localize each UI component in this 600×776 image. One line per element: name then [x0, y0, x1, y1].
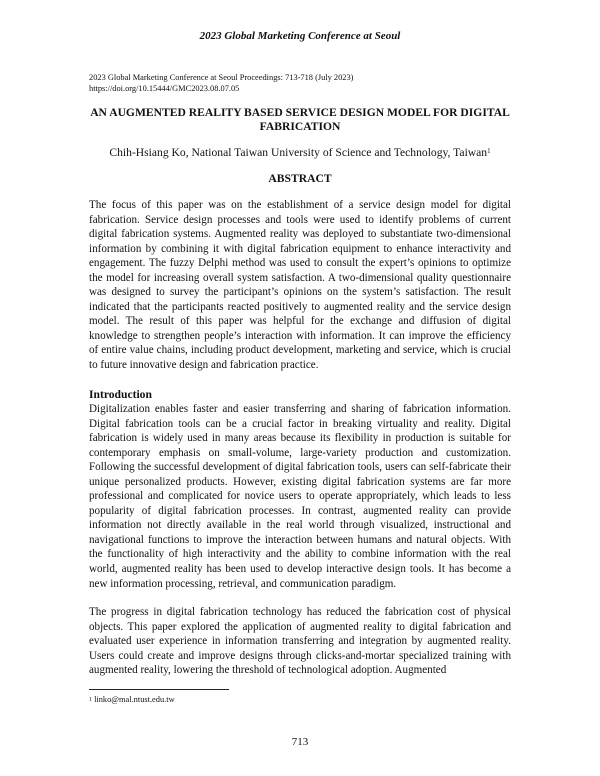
introduction-paragraph-2: The progress in digital fabrication technology has reduced the fabrication cost of physical objects. This paper explored the application of augmented reality to digital fabrication and evaluated user experience in information transferring and integration by augmented reality. Users could create and improve designs through clicks-and-mortar specialized training with augmented reality, lowering the threshold of technological adoption. Augmented — [89, 606, 511, 677]
proceedings-citation: 2023 Global Marketing Conference at Seoul Proceedings: 713-718 (July 2023) — [89, 73, 354, 82]
doi-link[interactable]: https://doi.org/10.15444/GMC2023.08.07.05 — [89, 84, 240, 93]
footnote-mark: 1 — [89, 697, 92, 703]
author-text: Chih-Hsiang Ko, National Taiwan University of Science and Technology, Taiwan — [109, 146, 488, 159]
introduction-heading: Introduction — [89, 388, 152, 401]
footnote-divider — [89, 689, 229, 690]
author-footnote-mark: 1 — [487, 147, 491, 155]
author-line — [89, 146, 511, 160]
page-number: 713 — [291, 736, 309, 748]
paper-title: AN AUGMENTED REALITY BASED SERVICE DESIGN MODEL FOR DIGITAL FABRICATION — [90, 106, 510, 133]
footnote-email[interactable]: linko@mal.ntust.edu.tw — [94, 695, 175, 704]
abstract-heading: ABSTRACT — [268, 172, 332, 185]
abstract-paragraph: The focus of this paper was on the establishment of a service design model for digital fabrication. Service design processes and tools were used to identify problems of current digital fabrication systems. Augmented reality was deployed to substantiate two-dimensional information by combining it with digital fabrication equipment to enhance interactivity and engagement. The fuzzy Delphi method was used to consult the expert’s opinions to optimize the model for increasing overall system satisfaction. A two-dimensional quality questionnaire was designed to survey the participant’s opinions on the system’s satisfaction. The result indicated that the participants reacted positively to augmented reality and the service design model. The result of this paper was helpful for the exchange and diffusion of digital knowledge to strengthen people’s interaction with information. It can improve the efficiency of entire value chains, including product development, marketing and service, which is crucial to future innovative design and fabrication practice. — [89, 199, 511, 372]
conference-running-header: 2023 Global Marketing Conference at Seoul — [199, 30, 401, 42]
introduction-paragraph-1: Digitalization enables faster and easier transferring and sharing of fabrication information. Digital fabrication tools can be a crucial factor in breaking virtuality and reality. Digital fabrication is widely used in many areas because its flexibility in production is suitable for contemporary emphasis on small-volume, large-variety production and customization. Following the successful development of digital fabrication tools, users can self-fabricate their unique personalized products. However, existing digital fabrication systems are far more professional and complicated for novice users to operate appropriately, which leads to less popularity of digital fabrication processes. In contrast, augmented reality can provide information not directly available in the real world through visualized, instructional and navigational functions to improve the interaction between humans and natural objects. With the functionality of high interactivity and the ability to combine information with the real world, augmented reality has been used to develop interactive design tools. It has become a new information processing, retrieval, and communication paradigm. — [89, 403, 511, 590]
proceedings-info — [89, 72, 353, 94]
footnote — [89, 695, 175, 705]
